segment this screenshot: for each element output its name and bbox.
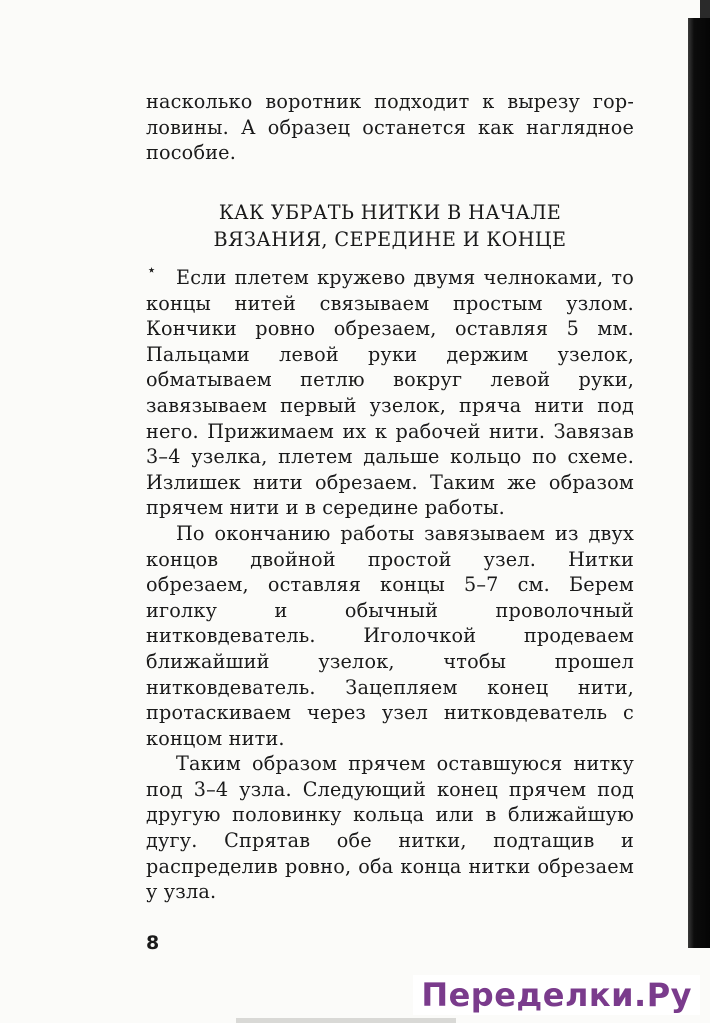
intro-line: пособие. (146, 141, 237, 165)
page-number: 8 (146, 932, 160, 954)
section-heading-line-2: ВЯЗАНИЯ, СЕРЕДИНЕ И КОНЦЕ (213, 228, 567, 251)
intro-line: насколько воротник подходит к вырезу гор- (146, 90, 634, 113)
scan-mark-icon: ٭ (148, 263, 156, 278)
body-text (146, 265, 634, 905)
paragraph: Таким образом прячем оставшуюся нитку под 3–4 узла. Следующий конец прячем под другую половинку кольца или в ближайшую дугу. Спрятав обе нитки, подтащив и распределив ровно, оба конца нитки обрезаем у узла. (146, 752, 634, 904)
intro-text (146, 89, 634, 166)
paragraph: Если плетем кружево двумя челноками, то концы нитей связываем простым узлом. Кончики ровно обрезаем, оставляя 5 мм. Пальцами левой руки держим узелок, обматываем петлю вокруг левой руки, завязываем первый узелок, пряча нити под него. Прижимаем их к рабочей нити. Завязав 3–4 узелка, плетем дальше кольцо по схеме. Излишек нити обрезаем. Таким же образом прячем нити и в середине работы. (146, 266, 634, 520)
paragraph: По окончанию работы завязываем из двух концов двойной простой узел. Нитки обрезаем, оставляя концы 5–7 см. Берем иголку и обычный проволочный нитковдеватель. Иголочкой продеваем ближайший узелок, чтобы прошел нитковдеватель. Зацепляем конец нити, протаскиваем через узел нитковдеватель с концом нити. (146, 521, 634, 750)
page-edge-shadow-top (700, 0, 710, 18)
bottom-scan-artifact (236, 1018, 456, 1023)
intro-line: ловины. А образец останется как наглядное (146, 115, 634, 139)
section-heading-line-1: КАК УБРАТЬ НИТКИ В НАЧАЛЕ (218, 201, 562, 224)
site-watermark[interactable]: Переделки.Ру (413, 975, 700, 1015)
section-heading (146, 199, 634, 253)
page-edge-shadow (688, 18, 710, 948)
